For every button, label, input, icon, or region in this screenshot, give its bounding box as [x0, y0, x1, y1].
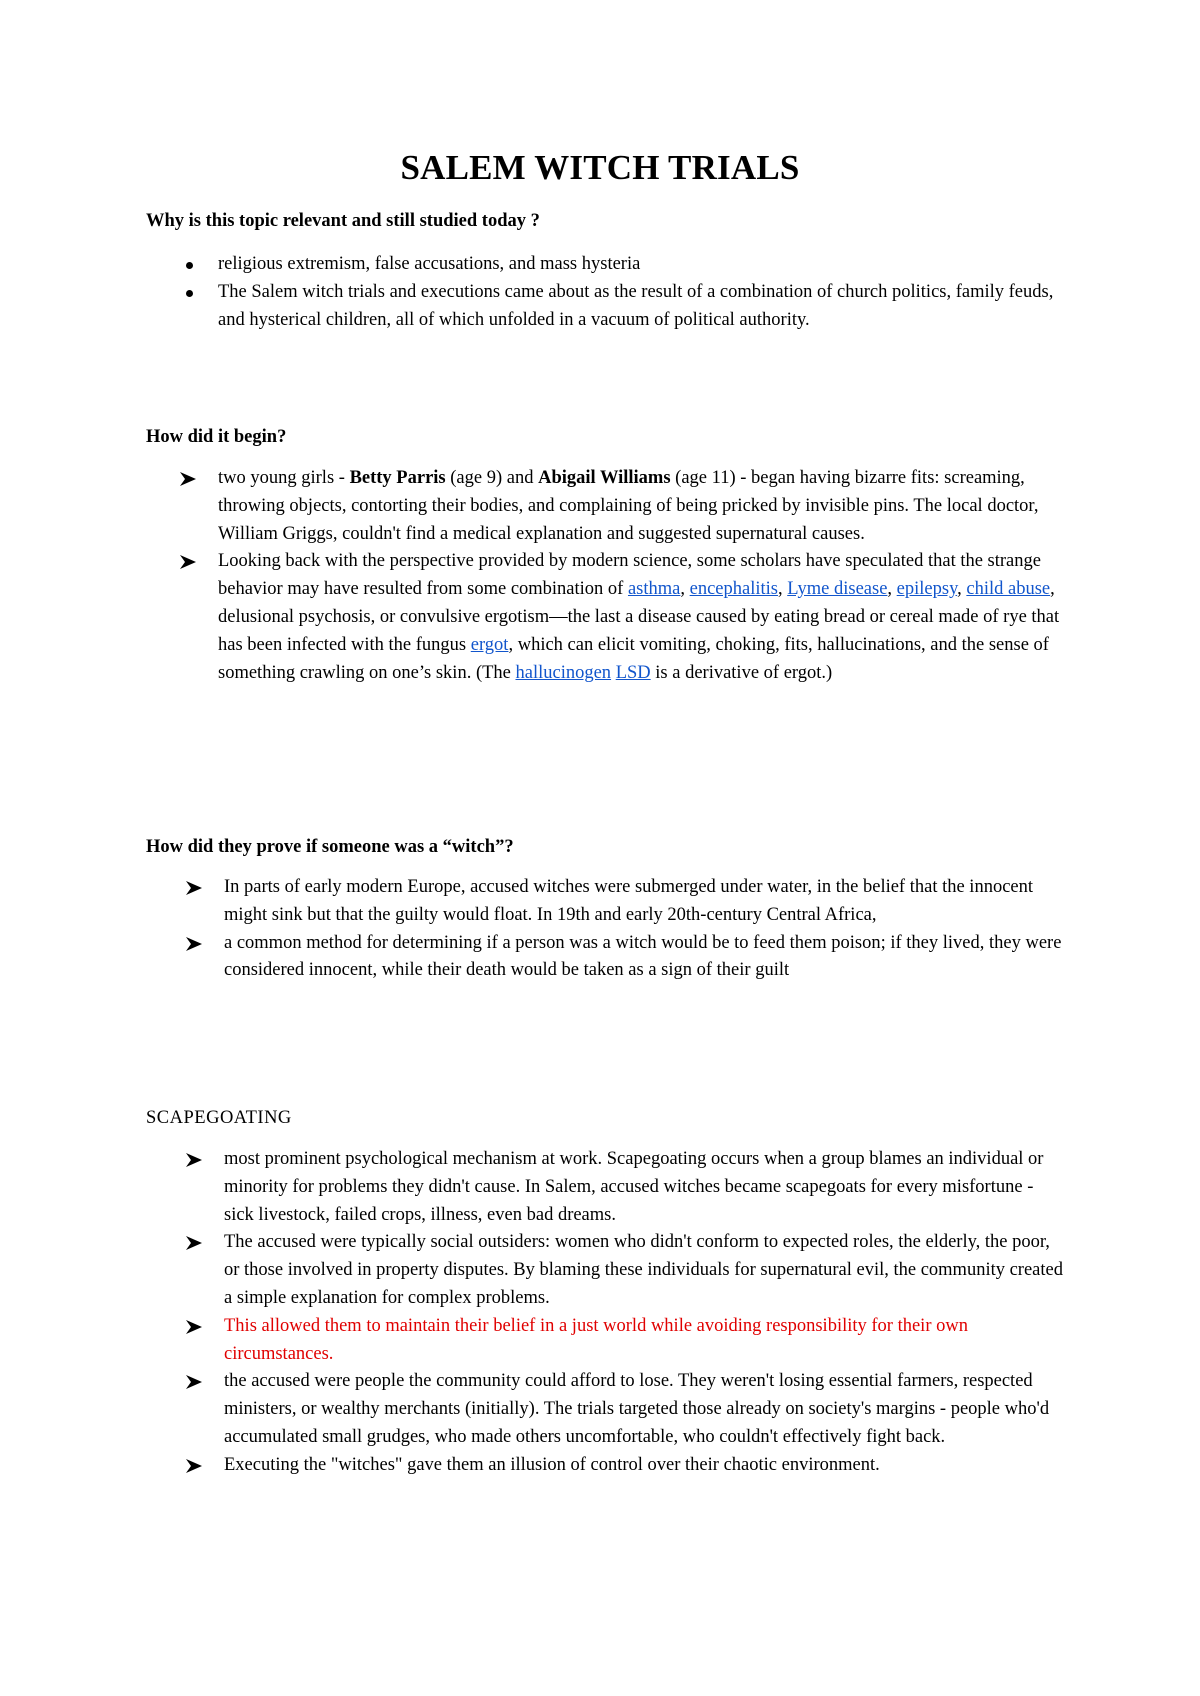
bullet-dot-icon — [186, 290, 193, 297]
link-asthma[interactable]: asthma — [627, 579, 681, 600]
list-item-highlighted: This allowed them to maintain their belief in a just world while avoiding responsibility for their own circumstances. — [146, 1313, 1066, 1369]
list-item: the accused were people the community could afford to lose. They weren't losing essential farmers, respected ministers, or wealthy merchants (initially). The trials targeted those already on society's margins - people who'd accumulated small grudges, who made others uncomfortable, who couldn't effectively fight back. — [146, 1368, 1066, 1451]
page-title: SALEM WITCH TRIALS — [400, 148, 800, 187]
link-child-abuse[interactable]: child abuse — [966, 579, 1051, 600]
list-item: The Salem witch trials and executions came about as the result of a combination of church politics, family feuds, and hysterical children, all of which unfolded in a vacuum of political authority. — [146, 279, 1066, 335]
link-lsd[interactable]: LSD — [615, 662, 651, 683]
arrowhead-bullet-icon — [178, 469, 198, 489]
name-betty-parris: Betty Parris — [349, 468, 446, 488]
list-item: two young girls - Betty Parris (age 9) and Abigail Williams (age 11) - began having bizarre fits: screaming, throwing objects, contorting their bodies, and complaining of being pricked by invisible pins. The local doctor, William Griggs, couldn't find a medical explanation and suggested supernatural causes. — [146, 465, 1066, 548]
section-heading-scapegoating: SCAPEGOATING — [146, 1108, 292, 1128]
scapegoating-list — [146, 1146, 1066, 1480]
list-item: Looking back with the perspective provided by modern science, some scholars have speculated that the strange behavior may have resulted from some combination of asthma, encephalitis, Lyme disease, epilepsy, child abuse, delusional psychosis, or convulsive ergotism—the last a disease caused by eating bread or cereal made of rye that has been infected with the fungus ergot, which can elicit vomiting, choking, fits, hallucinations, and the sense of something crawling on one’s skin. (The hallucinogen LSD is a derivative of ergot.) — [146, 548, 1066, 687]
arrowhead-bullet-icon — [178, 552, 198, 572]
list-item: most prominent psychological mechanism at work. Scapegoating occurs when a group blames an individual or minority for problems they didn't cause. In Salem, accused witches became scapegoats for every misfortune - sick livestock, failed crops, illness, even bad dreams. — [146, 1146, 1066, 1229]
arrowhead-bullet-icon — [184, 1456, 204, 1476]
bullet-dot-icon — [186, 262, 193, 269]
arrowhead-bullet-icon — [184, 1317, 204, 1337]
section-heading-beginning: How did it begin? — [146, 427, 287, 447]
proof-list — [146, 874, 1066, 985]
arrowhead-bullet-icon — [184, 934, 204, 954]
name-abigail-williams: Abigail Williams — [538, 468, 671, 488]
list-item: Executing the "witches" gave them an illusion of control over their chaotic environment. — [146, 1452, 1066, 1480]
arrowhead-bullet-icon — [184, 878, 204, 898]
list-item: In parts of early modern Europe, accused witches were submerged under water, in the belief that the innocent might sink but that the guilty would float. In 19th and early 20th-century Central Africa, — [146, 874, 1066, 930]
link-encephalitis[interactable]: encephalitis — [689, 579, 778, 600]
arrowhead-bullet-icon — [184, 1150, 204, 1170]
section-heading-relevance: Why is this topic relevant and still studied today ? — [146, 211, 540, 231]
list-item: a common method for determining if a person was a witch would be to feed them poison; if they lived, they were considered innocent, while their death would be taken as a sign of their guilt — [146, 930, 1066, 986]
link-ergot[interactable]: ergot — [470, 634, 509, 655]
list-item: religious extremism, false accusations, and mass hysteria — [146, 251, 1066, 279]
arrowhead-bullet-icon — [184, 1233, 204, 1253]
beginning-list — [146, 465, 1066, 687]
link-epilepsy[interactable]: epilepsy — [896, 579, 958, 600]
arrowhead-bullet-icon — [184, 1372, 204, 1392]
link-hallucinogen[interactable]: hallucinogen — [515, 662, 612, 683]
link-lyme-disease[interactable]: Lyme disease — [787, 579, 888, 600]
list-item: The accused were typically social outsiders: women who didn't conform to expected roles, the elderly, the poor, or those involved in property disputes. By blaming these individuals for supernatural evil, the community created a simple explanation for complex problems. — [146, 1229, 1066, 1312]
relevance-list — [146, 251, 1066, 334]
section-heading-proof: How did they prove if someone was a “witch”? — [146, 837, 514, 857]
